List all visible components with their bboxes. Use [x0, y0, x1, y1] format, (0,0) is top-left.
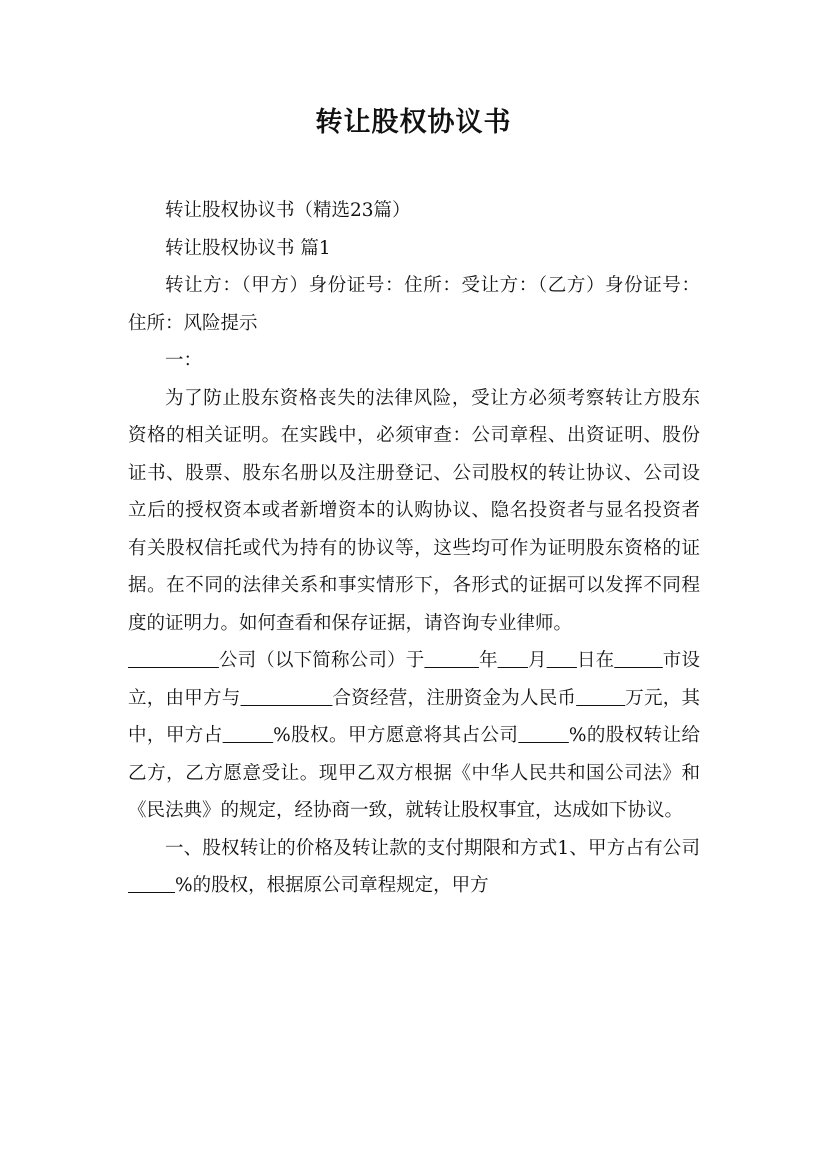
section-heading: 转让股权协议书 篇1: [165, 237, 331, 259]
blank-clause-share: [128, 875, 175, 896]
company-text-6: 合资经营，注册资金为人民币: [332, 687, 577, 709]
document-subtitle: 转让股权协议书（精选23篇）: [165, 200, 411, 221]
company-text-9: %的股权转让给乙方，乙方愿意受让。现甲乙双方根据《中华人民共和国公司法》和《民法典》的规定，经协商一致，就转让股权事宜，达成如下协议。: [128, 725, 700, 821]
blank-company-name: [128, 650, 219, 671]
blank-party-a-share: [223, 725, 274, 746]
document-title: 转让股权协议书: [315, 107, 512, 138]
company-text-7: 万元，其中，甲方占: [128, 687, 700, 746]
item-one-label: 一：: [165, 350, 203, 371]
company-text-2: 年: [478, 650, 498, 671]
blank-transfer-share: [518, 725, 569, 746]
company-text-4: 日在: [576, 650, 615, 671]
blank-month: [498, 650, 528, 671]
blank-partner: [241, 688, 333, 709]
company-text-8: %股权。甲方愿意将其占公司: [273, 725, 519, 746]
parties-line: 转让方：（甲方）身份证号：住所：受让方：（乙方）身份证号：住所：风险提示: [128, 275, 700, 334]
document-body: [128, 192, 700, 905]
company-text-5: 市设立，由甲方与: [128, 650, 700, 709]
company-text-1: 公司（以下简称公司）于: [218, 650, 425, 671]
company-text-3: 月: [527, 650, 547, 671]
clause-one-lead: 一、股权转让的价格及转让款的支付期限和方式1、甲方占有公司: [165, 837, 700, 859]
blank-day: [547, 650, 577, 671]
clause-one: [128, 830, 700, 905]
blank-year: [424, 650, 479, 671]
risk-paragraph: 为了防止股东资格丧失的法律风险，受让方必须考察转让方股东资格的相关证明。在实践中，必须审查：公司章程、出资证明、股份证书、股票、股东名册以及注册登记、公司股权的转让协议、公司设立后的授权资本或者新增资本的认购协议、隐名投资者与显名投资者有关股权信托或代为持有的协议等，这些均可作为证明股东资格的证据。在不同的法律关系和事实情形下，各形式的证据可以发挥不同程度的证明力。如何查看和保存证据，请咨询专业律师。: [128, 387, 700, 634]
company-paragraph: [128, 642, 700, 830]
blank-capital: [576, 688, 625, 709]
clause-one-tail: %的股权，根据原公司章程规定，甲方: [175, 875, 489, 896]
blank-city: [614, 650, 662, 671]
